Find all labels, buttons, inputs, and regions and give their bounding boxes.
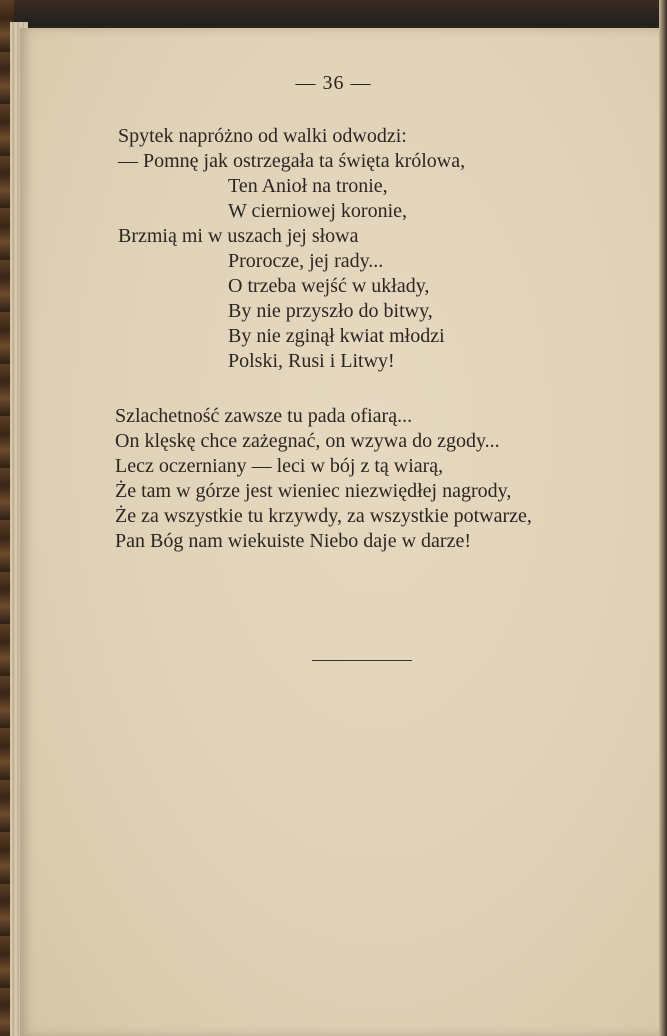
poem-line: On klęskę chce zażegnać, on wzywa do zgody... (115, 430, 500, 452)
poem-line: O trzeba wejść w układy, (228, 275, 430, 297)
poem-line: By nie przyszło do bitwy, (228, 300, 433, 322)
poem-line: — Pomnę jak ostrzegała ta święta królowa, (118, 150, 466, 172)
poem-line: Lecz oczerniany — leci w bój z tą wiarą, (115, 455, 444, 477)
poem-line: Że tam w górze jest wieniec niezwiędłej nagrody, (115, 480, 512, 502)
poem-line: W cierniowej koronie, (228, 200, 408, 222)
poem-line: Spytek napróżno od walki odwodzi: (118, 125, 407, 147)
poem-line: Pan Bóg nam wiekuiste Niebo daje w darze! (115, 530, 472, 552)
poem-line: Polski, Rusi i Litwy! (228, 350, 395, 372)
stanza-1 (118, 124, 465, 374)
book-top-edge (0, 0, 667, 26)
stanza-2 (115, 404, 532, 554)
poem-line: Ten Anioł na tronie, (228, 175, 388, 197)
section-divider (312, 660, 412, 661)
poem-line: Prorocze, jej rady... (228, 250, 384, 272)
poem-line: Że za wszystkie tu krzywdy, za wszystkie potwarze, (115, 505, 532, 527)
poem-line: By nie zginął kwiat młodzi (228, 325, 445, 347)
poem-line: Brzmią mi w uszach jej słowa (118, 225, 359, 247)
page-right-edge (659, 0, 667, 1036)
page-number: — 36 — (295, 72, 372, 94)
poem-line: Szlachetność zawsze tu pada ofiarą... (115, 405, 413, 427)
